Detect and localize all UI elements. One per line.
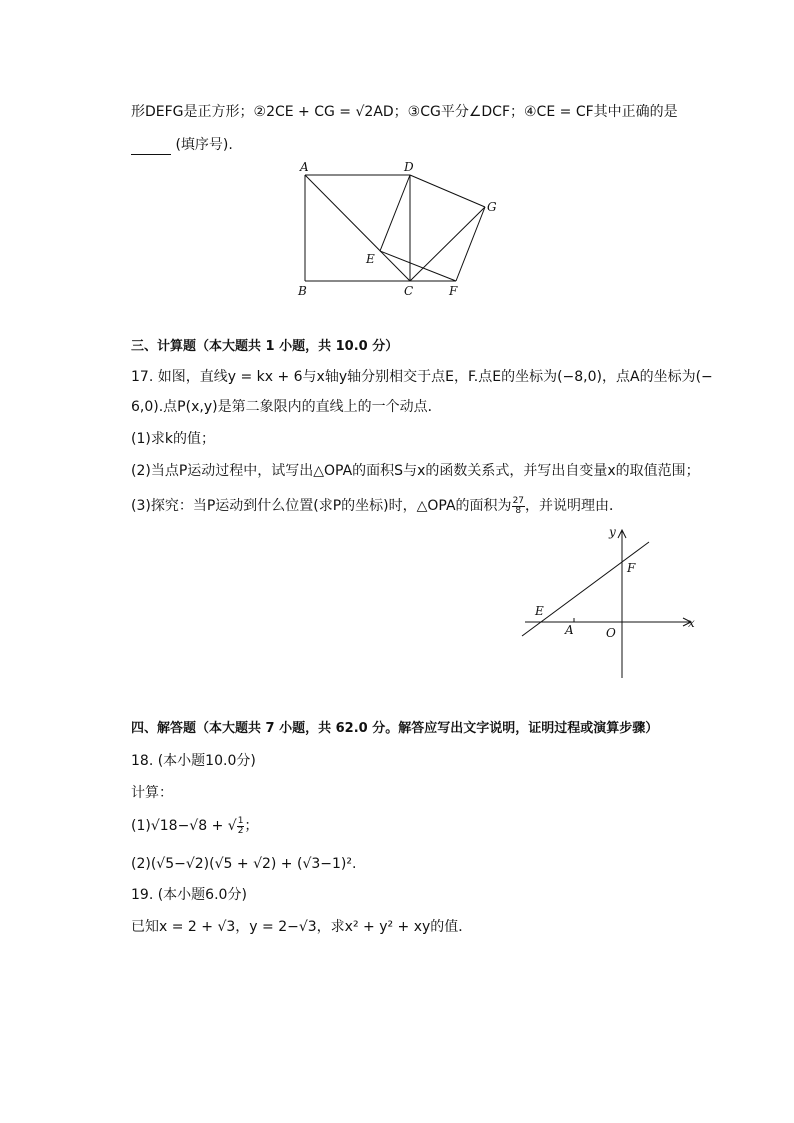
label-F: F	[449, 284, 458, 298]
section4-title: 四、解答题（本大题共 7 小题，共 62.0 分。解答应写出文字说明，证明过程或演算步骤）	[131, 721, 659, 736]
q18-intro: 计算：	[131, 785, 173, 801]
q17-part3-post: ，并说明理由．	[525, 498, 624, 514]
q17-part3	[131, 496, 623, 516]
fraction-numerator: 1	[237, 815, 244, 826]
label-G: G	[487, 200, 497, 214]
segment-DE	[380, 175, 410, 251]
q17-line2: 6,0).点P(x,y)是第二象限内的直线上的一个动点．	[131, 399, 442, 415]
q16-line2-suffix: (填序号).	[175, 137, 233, 153]
q17-part1: (1)求k的值；	[131, 431, 215, 447]
q18-part1-post: ；	[244, 818, 259, 834]
label-C: C	[404, 284, 414, 298]
fraction-numerator: 27	[512, 495, 525, 506]
label-D: D	[404, 160, 414, 174]
q16-line1: 形DEFG是正方形；②2CE + CG = √2AD；③CG平分∠DCF；④CE = CF其中正确的是	[131, 104, 678, 120]
q16-line2	[131, 135, 233, 155]
q18-part1-pre: (1)√18−√8 + √	[131, 818, 237, 834]
q17-line1: 17. 如图，直线y = kx + 6与x轴y轴分别相交于点E，F.点E的坐标为(−8,0)，点A的坐标为(−	[131, 369, 713, 385]
q18-part2: (2)(√5−√2)(√5 + √2) + (√3−1)².	[131, 856, 357, 872]
q17-part2: (2)当点P运动过程中，试写出△OPA的面积S与x的函数关系式，并写出自变量x的取值范围；	[131, 463, 700, 479]
label-O: O	[606, 626, 616, 640]
segment-DG	[410, 175, 485, 207]
fraction-denominator: 8	[515, 505, 522, 516]
label-F: F	[627, 561, 636, 575]
label-A: A	[565, 623, 574, 637]
label-B: B	[298, 284, 307, 298]
q17-part3-pre: (3)探究：当P运动到什么位置(求P的坐标)时，△OPA的面积为	[131, 498, 512, 514]
section3-title: 三、计算题（本大题共 1 小题，共 10.0 分）	[131, 339, 399, 354]
axis-label-y: y	[609, 525, 616, 539]
axis-label-x: x	[688, 616, 695, 630]
q19-text: 已知x = 2 + √3，y = 2−√3，求x² + y² + xy的值．	[131, 919, 473, 935]
segment-CG	[410, 207, 485, 281]
coordinate-figure	[515, 520, 705, 685]
q19-header: 19. (本小题6.0分)	[131, 887, 247, 903]
label-A: A	[300, 160, 309, 174]
label-E: E	[535, 604, 544, 618]
q18-part1	[131, 816, 258, 836]
fraction-27-8	[512, 497, 525, 516]
q18-header: 18. (本小题10.0分)	[131, 753, 256, 769]
fraction-denominator: 2	[237, 825, 244, 836]
segment-AC	[305, 175, 410, 281]
label-E: E	[366, 252, 375, 266]
answer-blank	[131, 140, 171, 155]
segment-EF	[380, 251, 456, 281]
segment-GF	[456, 207, 485, 281]
geometry-figure-square	[290, 155, 510, 305]
